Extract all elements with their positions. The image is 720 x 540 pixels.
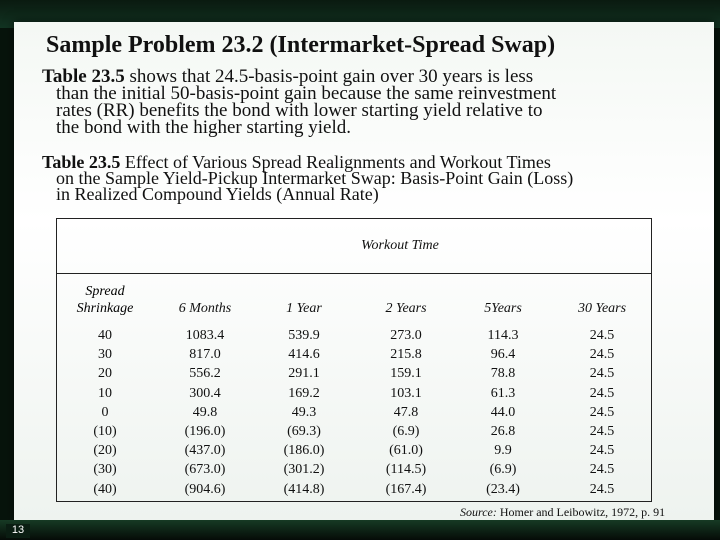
table-cell: 159.1 — [390, 366, 422, 382]
table-cell: (10) — [93, 424, 117, 440]
table-cell: 20 — [98, 366, 112, 382]
column-values — [55, 326, 155, 499]
table-cell: 47.8 — [393, 404, 419, 420]
table-cell: 24.5 — [589, 462, 615, 478]
column-header: 2 Years — [385, 301, 427, 316]
table-cell: 291.1 — [288, 366, 320, 382]
table-cell: 24.5 — [589, 366, 615, 382]
table-cell: 44.0 — [490, 404, 516, 420]
table-cell: (673.0) — [184, 462, 226, 478]
table-cell: 169.2 — [288, 385, 320, 401]
table-cell: 10 — [98, 385, 112, 401]
source-text: Homer and Leibowitz, 1972, p. 91 — [496, 505, 666, 519]
table-cell: (301.2) — [283, 462, 325, 478]
column-header: 6 Months — [178, 301, 232, 316]
table-cell: (30) — [93, 462, 117, 478]
table-cell: 49.8 — [192, 404, 218, 420]
spread-shrinkage-header: Spread Shrinkage — [76, 284, 134, 316]
column-header: 30 Years — [577, 301, 627, 316]
column-values — [453, 326, 553, 499]
table-caption — [42, 154, 702, 202]
table-cell: 414.6 — [288, 347, 320, 363]
column-header: 5Years — [484, 301, 522, 316]
table-cell: (186.0) — [283, 443, 325, 459]
table-cell: 114.3 — [487, 328, 519, 343]
caption-line: Table 23.5 Effect of Various Spread Realignments and Workout Times — [42, 152, 551, 172]
table-cell: 556.2 — [189, 366, 221, 382]
table-cell: 24.5 — [589, 424, 615, 440]
table-cell: 96.4 — [490, 347, 516, 363]
paragraph-line: rates (RR) benefits the bond with lower starting yield relative to — [56, 100, 543, 121]
table-cell: 30 — [98, 347, 112, 363]
source-note — [460, 505, 665, 520]
column-values — [254, 326, 354, 499]
table-cell: 26.8 — [490, 424, 516, 440]
table-cell: 539.9 — [288, 328, 320, 343]
table-cell: (6.9) — [489, 462, 517, 478]
column-values — [155, 326, 255, 499]
slide-title: Sample Problem 23.2 (Intermarket-Spread Swap) — [46, 32, 556, 58]
table-cell: 24.5 — [589, 481, 615, 497]
table-cell: (196.0) — [184, 424, 226, 440]
table-cell: 273.0 — [390, 328, 422, 343]
table-cell: (69.3) — [287, 424, 321, 440]
slide-number: 13 — [6, 524, 30, 538]
table-cell: (40) — [93, 481, 117, 497]
caption-line: on the Sample Yield-Pickup Intermarket Swap: Basis-Point Gain (Loss) — [56, 168, 574, 188]
table-cell: 24.5 — [589, 328, 615, 343]
table-cell: 40 — [98, 328, 112, 343]
table-cell: 78.8 — [490, 366, 516, 382]
column-values — [552, 326, 652, 499]
paragraph-line: the bond with the higher starting yield. — [56, 117, 351, 138]
bottom-bar — [0, 520, 720, 540]
table-cell: 24.5 — [589, 347, 615, 363]
table-cell: 0 — [101, 404, 109, 420]
table-cell: 24.5 — [589, 385, 615, 401]
table-ref: Table 23.5 — [42, 152, 121, 172]
table-cell: (114.5) — [385, 462, 427, 478]
table-cell: (23.4) — [486, 481, 520, 497]
table-cell: (61.0) — [389, 443, 423, 459]
table-cell: 49.3 — [291, 404, 317, 420]
table-cell: (414.8) — [283, 481, 325, 497]
table-cell: (6.9) — [392, 424, 420, 440]
table-ref: Table 23.5 — [42, 66, 125, 87]
explanation-paragraph — [42, 68, 702, 136]
paragraph-line: Table 23.5 shows that 24.5-basis-point gain over 30 years is less — [42, 66, 534, 87]
table-cell: (20) — [93, 443, 117, 459]
paragraph-line: than the initial 50-basis-point gain because the same reinvestment — [56, 83, 557, 104]
table-cell: 9.9 — [494, 443, 512, 459]
table-cell: 817.0 — [189, 347, 221, 363]
column-values — [356, 326, 456, 499]
table-cell: (167.4) — [385, 481, 427, 497]
table-cell: 215.8 — [390, 347, 422, 363]
column-header: 1 Year — [286, 301, 322, 316]
header-divider — [57, 273, 651, 274]
caption-line: in Realized Compound Yields (Annual Rate) — [56, 184, 379, 204]
table-cell: 24.5 — [589, 404, 615, 420]
table-cell: 61.3 — [490, 385, 516, 401]
workout-time-header: Workout Time — [361, 238, 439, 253]
table-cell: 300.4 — [189, 385, 221, 401]
table-cell: 24.5 — [589, 443, 615, 459]
table-cell: 103.1 — [390, 385, 422, 401]
table-cell: (904.6) — [184, 481, 226, 497]
source-label: Source: — [460, 505, 497, 519]
table-cell: 1083.4 — [185, 328, 225, 343]
table-cell: (437.0) — [184, 443, 226, 459]
